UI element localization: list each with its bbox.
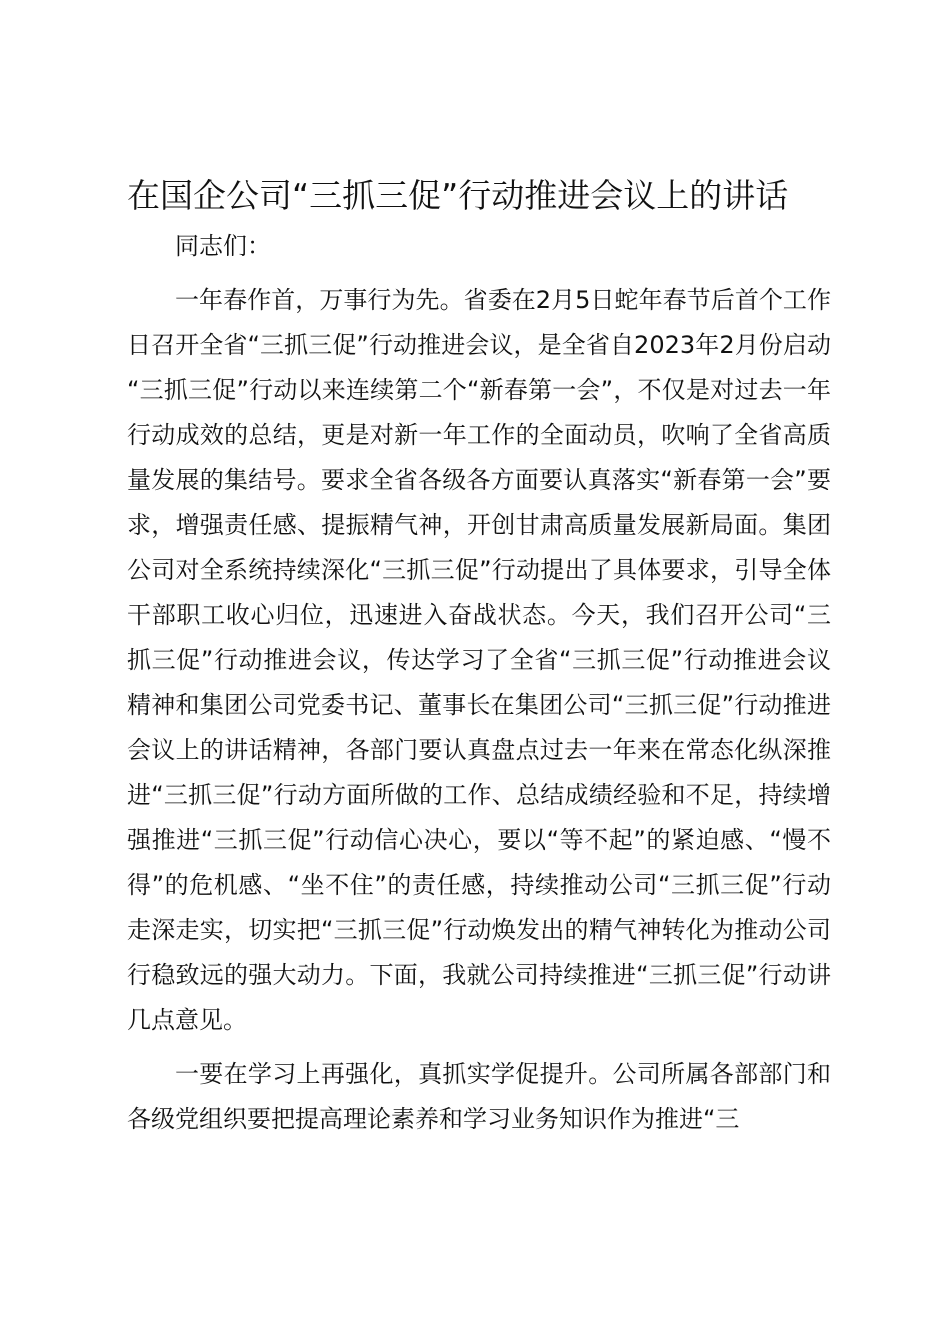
paragraph-1: 一年春作首，万事行为先。省委在2月5日蛇年春节后首个工作日召开全省“三抓三促”行动推进会议，是全省自2023年2月份启动“三抓三促”行动以来连续第二个“新春第一会”，不仅是对过去一年行动成效的总结，更是对新一年工作的全面动员，吹响了全省高质量发展的集结号。要求全省各级各方面要认真落实“新春第一会”要求，增强责任感、提振精气神，开创甘肃高质量发展新局面。集团公司对全系统持续深化“三抓三促”行动提出了具体要求，引导全体干部职工收心归位，迅速进入奋战状态。今天，我们召开公司“三抓三促”行动推进会议，传达学习了全省“三抓三促”行动推进会议精神和集团公司党委书记、董事长在集团公司“三抓三促”行动推进会议上的讲话精神，各部门要认真盘点过去一年来在常态化纵深推进“三抓三促”行动方面所做的工作、总结成绩经验和不足，持续增强推进“三抓三促”行动信心决心，要以“等不起”的紧迫感、“慢不得”的危机感、“坐不住”的责任感，持续推动公司“三抓三促”行动走深走实，切实把“三抓三促”行动焕发出的精气神转化为推动公司行稳致远的强大动力。下面，我就公司持续推进“三抓三促”行动讲几点意见。 [127,286,831,1034]
document-body [127,224,831,1142]
paragraph-2: 一要在学习上再强化，真抓实学促提升。公司所属各部部门和各级党组织要把提高理论素养和学习业务知识作为推进“三 [127,1060,831,1133]
document-title: 在国企公司“三抓三促”行动推进会议上的讲话 [127,176,789,215]
salutation: 同志们： [175,232,271,260]
